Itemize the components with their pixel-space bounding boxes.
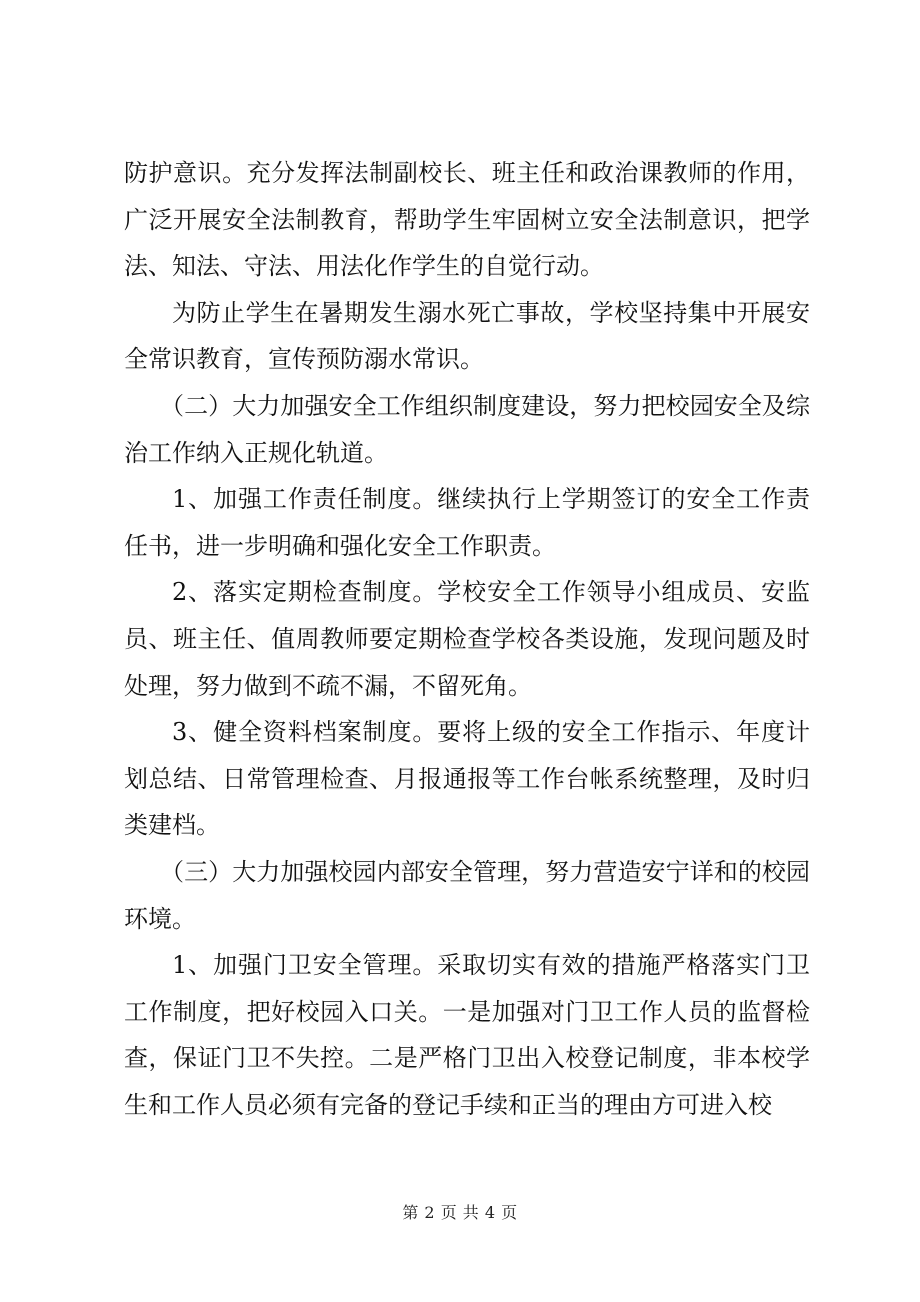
- paragraph-4: 2、落实定期检查制度。学校安全工作领导小组成员、安监员、班主任、值周教师要定期检查学校各类设施，发现问题及时处理，努力做到不疏不漏，不留死角。: [124, 578, 810, 700]
- paragraph-1: 防护意识。充分发挥法制副校长、班主任和政治课教师的作用，广泛开展安全法制教育，帮助学生牢固树立安全法制意识，把学法、知法、守法、用法化作学生的自觉行动。: [124, 159, 810, 281]
- paragraph-6: 1、加强门卫安全管理。采取切实有效的措施严格落实门卫工作制度，把好校园入口关。一是加强对门卫工作人员的监督检查，保证门卫不失控。二是严格门卫出入校登记制度，非本校学生和工作人员必须有完备的登记手续和正当的理由方可进入校: [124, 951, 810, 1119]
- page-footer: 第 2 页 共 4 页: [402, 1203, 518, 1222]
- paragraph-5: 3、健全资料档案制度。要将上级的安全工作指示、年度计划总结、日常管理检查、月报通报等工作台帐系统整理，及时归类建档。: [124, 718, 810, 840]
- paragraph-3: 1、加强工作责任制度。继续执行上学期签订的安全工作责任书，进一步明确和强化安全工作职责。: [124, 485, 810, 560]
- section-heading-3: （三）大力加强校园内部安全管理，努力营造安宁详和的校园环境。: [124, 857, 810, 933]
- document-body: [124, 150, 810, 1128]
- paragraph-2: 为防止学生在暑期发生溺水死亡事故，学校坚持集中开展安全常识教育，宣传预防溺水常识。: [124, 298, 810, 374]
- section-heading-2: （二）大力加强安全工作组织制度建设，努力把校园安全及综治工作纳入正规化轨道。: [124, 391, 810, 467]
